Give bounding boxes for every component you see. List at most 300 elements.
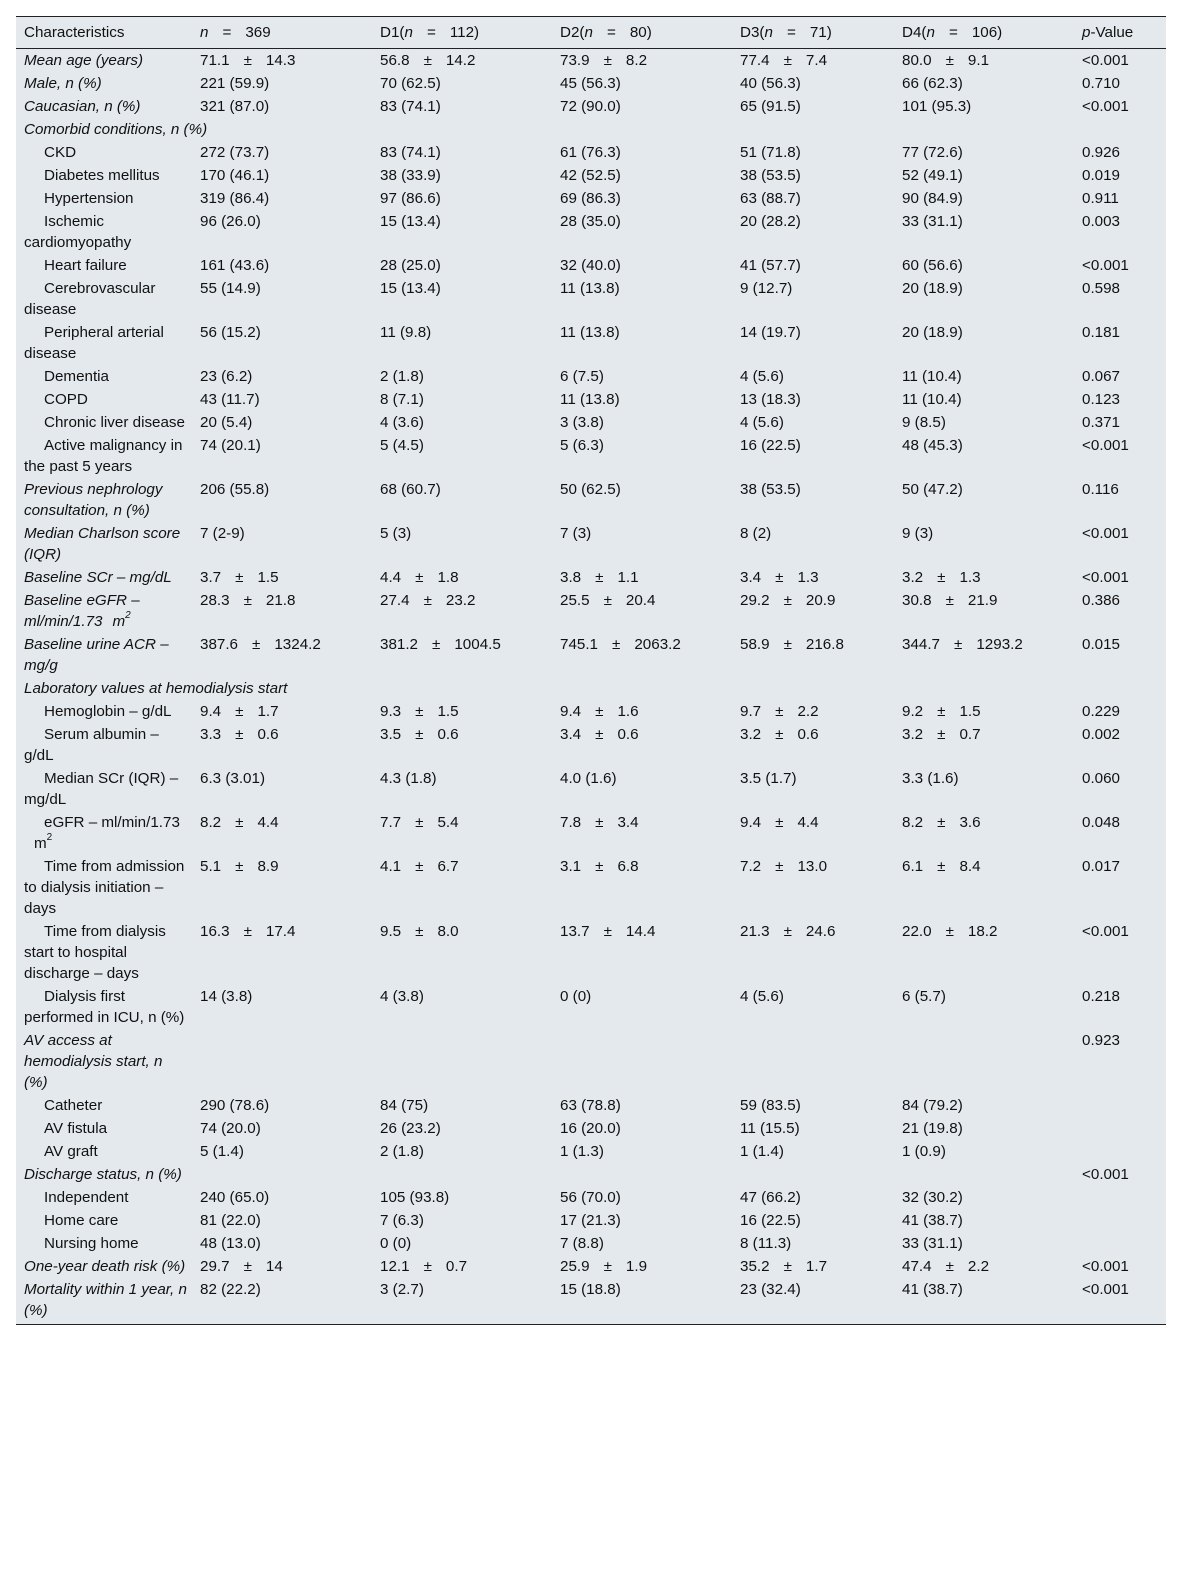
table-cell: 3.1 ± 6.8 bbox=[560, 858, 639, 875]
table-cell: 90 (84.9) bbox=[902, 190, 963, 207]
table-cell: 4 (3.6) bbox=[380, 414, 424, 431]
table-cell: 56 (15.2) bbox=[200, 324, 261, 341]
table-row bbox=[16, 164, 1166, 187]
table-cell: 170 (46.1) bbox=[200, 167, 270, 184]
table-cell: 9.5 ± 8.0 bbox=[380, 923, 459, 940]
table-cell: 4 (5.6) bbox=[740, 414, 784, 431]
row-label: Hypertension bbox=[44, 190, 134, 207]
header-total: n = 369 bbox=[200, 24, 271, 41]
table-cell: 70 (62.5) bbox=[380, 75, 441, 92]
table-row bbox=[16, 767, 1166, 811]
table-cell: 13 (18.3) bbox=[740, 391, 801, 408]
p-value-cell: <0.001 bbox=[1082, 437, 1129, 454]
table-cell: 77 (72.6) bbox=[902, 144, 963, 161]
row-label: Baseline SCr – mg/dL bbox=[24, 569, 172, 586]
table-row bbox=[16, 522, 1166, 566]
table-cell: 101 (95.3) bbox=[902, 98, 972, 115]
table-cell: 17 (21.3) bbox=[560, 1212, 621, 1229]
table-cell: 84 (79.2) bbox=[902, 1097, 963, 1114]
table-cell: 28 (25.0) bbox=[380, 257, 441, 274]
table-cell: 71.1 ± 14.3 bbox=[200, 52, 296, 69]
p-value-cell: 0.371 bbox=[1082, 414, 1121, 431]
row-label: Serum albumin – g/dL bbox=[24, 726, 159, 764]
row-label: Nursing home bbox=[44, 1235, 139, 1252]
table-cell: 32 (40.0) bbox=[560, 257, 621, 274]
table-cell: 381.2 ± 1004.5 bbox=[380, 636, 501, 653]
table-cell: 4.0 (1.6) bbox=[560, 770, 617, 787]
table-cell bbox=[732, 1029, 894, 1094]
p-value-cell: 0.598 bbox=[1082, 280, 1121, 297]
table-cell: 42 (52.5) bbox=[560, 167, 621, 184]
table-row bbox=[16, 365, 1166, 388]
table-cell: 40 (56.3) bbox=[740, 75, 801, 92]
table-cell: 29.2 ± 20.9 bbox=[740, 592, 836, 609]
table-cell: 14 (3.8) bbox=[200, 988, 253, 1005]
p-value-cell: 0.019 bbox=[1082, 167, 1121, 184]
row-label: Laboratory values at hemodialysis start bbox=[24, 680, 288, 697]
table-cell bbox=[732, 1163, 894, 1186]
table-cell: 8 (11.3) bbox=[740, 1235, 792, 1252]
p-value-cell: 0.002 bbox=[1082, 726, 1121, 743]
header-d4: D4(n = 106) bbox=[902, 24, 1003, 41]
characteristics-table-panel bbox=[16, 16, 1166, 1325]
table-cell: 82 (22.2) bbox=[200, 1281, 261, 1298]
table-cell: 7.8 ± 3.4 bbox=[560, 814, 639, 831]
table-row bbox=[16, 254, 1166, 277]
table-cell bbox=[192, 1029, 372, 1094]
table-cell: 3.3 ± 0.6 bbox=[200, 726, 279, 743]
p-value-cell: 0.017 bbox=[1082, 858, 1121, 875]
table-cell: 5 (1.4) bbox=[200, 1143, 244, 1160]
table-row bbox=[16, 187, 1166, 210]
table-row bbox=[16, 1029, 1166, 1094]
table-cell: 11 (10.4) bbox=[902, 391, 962, 408]
p-value-cell bbox=[1074, 1232, 1166, 1255]
table-cell: 240 (65.0) bbox=[200, 1189, 270, 1206]
table-cell: 8.2 ± 3.6 bbox=[902, 814, 981, 831]
table-row bbox=[16, 118, 1166, 141]
table-cell: 7 (2-9) bbox=[200, 525, 245, 542]
table-cell: 56 (70.0) bbox=[560, 1189, 621, 1206]
table-cell: 15 (18.8) bbox=[560, 1281, 621, 1298]
table-cell: 20 (18.9) bbox=[902, 324, 963, 341]
p-value-cell: <0.001 bbox=[1082, 923, 1129, 940]
p-value-cell: 0.911 bbox=[1082, 190, 1119, 207]
table-cell: 321 (87.0) bbox=[200, 98, 270, 115]
p-value-cell: 0.003 bbox=[1082, 213, 1121, 230]
table-cell: 25.9 ± 1.9 bbox=[560, 1258, 648, 1275]
p-value-cell: 0.123 bbox=[1082, 391, 1121, 408]
row-label: Median SCr (IQR) – mg/dL bbox=[24, 770, 179, 808]
table-cell: 38 (53.5) bbox=[740, 167, 801, 184]
table-cell: 11 (9.8) bbox=[380, 324, 432, 341]
table-row bbox=[16, 321, 1166, 365]
table-cell: 65 (91.5) bbox=[740, 98, 801, 115]
table-cell: 11 (15.5) bbox=[740, 1120, 800, 1137]
row-label: Mean age (years) bbox=[24, 52, 144, 69]
table-cell: 48 (13.0) bbox=[200, 1235, 261, 1252]
table-cell: 41 (57.7) bbox=[740, 257, 801, 274]
row-label: AV fistula bbox=[44, 1120, 108, 1137]
table-cell: 43 (11.7) bbox=[200, 391, 260, 408]
row-label: AV access at hemodialysis start, n (%) bbox=[24, 1032, 163, 1091]
table-row bbox=[16, 677, 1166, 700]
table-cell: 96 (26.0) bbox=[200, 213, 261, 230]
table-row bbox=[16, 72, 1166, 95]
table-row bbox=[16, 633, 1166, 677]
header-d1: D1(n = 112) bbox=[380, 24, 480, 41]
table-cell: 319 (86.4) bbox=[200, 190, 270, 207]
table-cell bbox=[552, 1029, 732, 1094]
row-label: Time from admission to dialysis initiation – days bbox=[24, 858, 185, 917]
p-value-cell: 0.710 bbox=[1082, 75, 1121, 92]
p-value-cell: 0.218 bbox=[1082, 988, 1121, 1005]
row-label: Male, n (%) bbox=[24, 75, 102, 92]
row-label: Median Charlson score (IQR) bbox=[24, 525, 181, 563]
table-cell: 32 (30.2) bbox=[902, 1189, 963, 1206]
row-label: Active malignancy in the past 5 years bbox=[24, 437, 183, 475]
table-cell: 8 (7.1) bbox=[380, 391, 424, 408]
table-row bbox=[16, 1117, 1166, 1140]
table-cell: 9.4 ± 4.4 bbox=[740, 814, 819, 831]
table-cell: 74 (20.0) bbox=[200, 1120, 261, 1137]
row-label: Catheter bbox=[44, 1097, 103, 1114]
table-row bbox=[16, 1186, 1166, 1209]
table-cell: 3 (3.8) bbox=[560, 414, 604, 431]
p-value-cell bbox=[1074, 1140, 1166, 1163]
table-row bbox=[16, 95, 1166, 118]
p-value-cell: 0.067 bbox=[1082, 368, 1121, 385]
table-row bbox=[16, 434, 1166, 478]
table-cell: 161 (43.6) bbox=[200, 257, 270, 274]
table-row bbox=[16, 811, 1166, 855]
p-value-cell: <0.001 bbox=[1082, 1281, 1129, 1298]
row-label: Baseline eGFR – ml/min/1.73 $m^2$ bbox=[24, 592, 140, 630]
table-cell: 63 (88.7) bbox=[740, 190, 801, 207]
table-cell: 23 (32.4) bbox=[740, 1281, 801, 1298]
table-cell: 20 (5.4) bbox=[200, 414, 253, 431]
p-value-cell bbox=[1074, 1117, 1166, 1140]
p-value-cell: <0.001 bbox=[1082, 98, 1129, 115]
table-row bbox=[16, 1140, 1166, 1163]
table-cell: 7 (3) bbox=[560, 525, 592, 542]
table-cell: 3.4 ± 1.3 bbox=[740, 569, 819, 586]
table-cell: 13.7 ± 14.4 bbox=[560, 923, 656, 940]
table-cell: 9 (8.5) bbox=[902, 414, 946, 431]
table-cell: 6.3 (3.01) bbox=[200, 770, 266, 787]
table-row bbox=[16, 49, 1166, 73]
table-cell: 11 (13.8) bbox=[560, 324, 620, 341]
table-cell: 12.1 ± 0.7 bbox=[380, 1258, 468, 1275]
table-cell: 56.8 ± 14.2 bbox=[380, 52, 476, 69]
row-label: Peripheral arterial disease bbox=[24, 324, 164, 362]
table-cell: 0 (0) bbox=[380, 1235, 412, 1252]
table-cell: 29.7 ± 14 bbox=[200, 1258, 283, 1275]
p-value-cell: 0.060 bbox=[1082, 770, 1121, 787]
table-cell: 97 (86.6) bbox=[380, 190, 441, 207]
table-cell: 7.7 ± 5.4 bbox=[380, 814, 459, 831]
row-label: Chronic liver disease bbox=[44, 414, 185, 431]
table-row bbox=[16, 920, 1166, 985]
table-body bbox=[16, 49, 1166, 1325]
table-row bbox=[16, 141, 1166, 164]
row-label: Independent bbox=[44, 1189, 129, 1206]
table-cell: 83 (74.1) bbox=[380, 98, 441, 115]
table-cell: 41 (38.7) bbox=[902, 1212, 963, 1229]
table-cell: 27.4 ± 23.2 bbox=[380, 592, 476, 609]
table-row bbox=[16, 277, 1166, 321]
table-cell: 25.5 ± 20.4 bbox=[560, 592, 656, 609]
header-row bbox=[16, 17, 1166, 49]
header-characteristics: Characteristics bbox=[24, 24, 125, 41]
table-cell: 55 (14.9) bbox=[200, 280, 261, 297]
p-value-cell: 0.181 bbox=[1082, 324, 1121, 341]
table-cell: 47 (66.2) bbox=[740, 1189, 801, 1206]
table-cell: 72 (90.0) bbox=[560, 98, 621, 115]
table-cell: 14 (19.7) bbox=[740, 324, 801, 341]
table-cell: 6 (7.5) bbox=[560, 368, 604, 385]
table-cell: 58.9 ± 216.8 bbox=[740, 636, 844, 653]
p-value-cell: 0.923 bbox=[1082, 1032, 1121, 1049]
table-cell bbox=[372, 1163, 552, 1186]
table-cell: 9.4 ± 1.7 bbox=[200, 703, 279, 720]
table-cell: 9.2 ± 1.5 bbox=[902, 703, 981, 720]
table-cell: 15 (13.4) bbox=[380, 280, 441, 297]
table-cell: 7 (6.3) bbox=[380, 1212, 424, 1229]
table-cell: 16.3 ± 17.4 bbox=[200, 923, 296, 940]
table-cell: 3.7 ± 1.5 bbox=[200, 569, 279, 586]
table-cell: 272 (73.7) bbox=[200, 144, 270, 161]
table-cell: 4 (5.6) bbox=[740, 988, 784, 1005]
table-cell: 3.8 ± 1.1 bbox=[560, 569, 639, 586]
table-cell: 66 (62.3) bbox=[902, 75, 963, 92]
table-row bbox=[16, 566, 1166, 589]
table-cell: 21.3 ± 24.6 bbox=[740, 923, 836, 940]
table-cell: 8.2 ± 4.4 bbox=[200, 814, 279, 831]
table-cell: 206 (55.8) bbox=[200, 481, 270, 498]
table-cell: 63 (78.8) bbox=[560, 1097, 621, 1114]
table-cell: 11 (13.8) bbox=[560, 280, 620, 297]
table-cell: 6 (5.7) bbox=[902, 988, 946, 1005]
row-label: Diabetes mellitus bbox=[44, 167, 160, 184]
table-cell bbox=[372, 1029, 552, 1094]
row-label: Ischemic cardiomyopathy bbox=[24, 213, 132, 251]
table-cell: 9 (3) bbox=[902, 525, 934, 542]
table-cell: 74 (20.1) bbox=[200, 437, 261, 454]
table-cell: 3.2 ± 1.3 bbox=[902, 569, 981, 586]
table-cell bbox=[894, 1163, 1074, 1186]
table-cell bbox=[552, 1163, 732, 1186]
table-row bbox=[16, 1163, 1166, 1186]
table-cell: 9.3 ± 1.5 bbox=[380, 703, 459, 720]
header-p-value: p-Value bbox=[1082, 24, 1134, 41]
table-cell: 5.1 ± 8.9 bbox=[200, 858, 279, 875]
table-cell: 7.2 ± 13.0 bbox=[740, 858, 828, 875]
row-label: Dialysis first performed in ICU, n (%) bbox=[24, 988, 185, 1026]
table-cell: 51 (71.8) bbox=[740, 144, 801, 161]
p-value-cell: <0.001 bbox=[1082, 1166, 1129, 1183]
table-cell: 9.7 ± 2.2 bbox=[740, 703, 819, 720]
table-cell: 33 (31.1) bbox=[902, 1235, 963, 1252]
table-cell: 50 (62.5) bbox=[560, 481, 621, 498]
table-cell: 38 (53.5) bbox=[740, 481, 801, 498]
table-cell bbox=[192, 1163, 372, 1186]
p-value-cell: <0.001 bbox=[1082, 569, 1129, 586]
row-label: Discharge status, n (%) bbox=[24, 1166, 182, 1183]
table-cell: 59 (83.5) bbox=[740, 1097, 801, 1114]
table-cell: 30.8 ± 21.9 bbox=[902, 592, 998, 609]
row-label: Home care bbox=[44, 1212, 119, 1229]
table-cell: 73.9 ± 8.2 bbox=[560, 52, 648, 69]
table-row bbox=[16, 985, 1166, 1029]
p-value-cell bbox=[1074, 1094, 1166, 1117]
table-cell: 20 (18.9) bbox=[902, 280, 963, 297]
characteristics-table bbox=[16, 16, 1166, 1325]
table-cell: 3.2 ± 0.6 bbox=[740, 726, 819, 743]
table-cell: 48 (45.3) bbox=[902, 437, 963, 454]
table-cell: 2 (1.8) bbox=[380, 368, 424, 385]
table-row bbox=[16, 478, 1166, 522]
table-cell: 60 (56.6) bbox=[902, 257, 963, 274]
table-cell: 4 (3.8) bbox=[380, 988, 424, 1005]
table-cell: 4.1 ± 6.7 bbox=[380, 858, 459, 875]
table-cell: 7 (8.8) bbox=[560, 1235, 604, 1252]
table-cell: 3.2 ± 0.7 bbox=[902, 726, 981, 743]
table-cell: 105 (93.8) bbox=[380, 1189, 450, 1206]
table-cell: 344.7 ± 1293.2 bbox=[902, 636, 1023, 653]
table-cell: 4 (5.6) bbox=[740, 368, 784, 385]
header-d3: D3(n = 71) bbox=[740, 24, 832, 41]
table-cell: 3.5 (1.7) bbox=[740, 770, 797, 787]
table-cell: 84 (75) bbox=[380, 1097, 429, 1114]
table-cell: 16 (22.5) bbox=[740, 1212, 801, 1229]
table-cell: 20 (28.2) bbox=[740, 213, 801, 230]
row-label: One-year death risk (%) bbox=[24, 1258, 186, 1275]
table-row bbox=[16, 1278, 1166, 1325]
table-cell: 50 (47.2) bbox=[902, 481, 963, 498]
table-cell: 387.6 ± 1324.2 bbox=[200, 636, 321, 653]
table-cell: 1 (1.4) bbox=[740, 1143, 784, 1160]
table-cell: 290 (78.6) bbox=[200, 1097, 270, 1114]
p-value-cell: 0.926 bbox=[1082, 144, 1121, 161]
table-cell: 28 (35.0) bbox=[560, 213, 621, 230]
p-value-cell: <0.001 bbox=[1082, 257, 1129, 274]
p-value-cell: <0.001 bbox=[1082, 52, 1129, 69]
row-label: Baseline urine ACR – mg/g bbox=[24, 636, 169, 674]
table-cell: 8 (2) bbox=[740, 525, 772, 542]
table-cell: 52 (49.1) bbox=[902, 167, 963, 184]
table-cell: 3.4 ± 0.6 bbox=[560, 726, 639, 743]
p-value-cell bbox=[1074, 1209, 1166, 1232]
row-label: Caucasian, n (%) bbox=[24, 98, 141, 115]
header-d2: D2(n = 80) bbox=[560, 24, 652, 41]
table-cell: 11 (13.8) bbox=[560, 391, 620, 408]
table-cell: 16 (20.0) bbox=[560, 1120, 621, 1137]
table-cell: 6.1 ± 8.4 bbox=[902, 858, 981, 875]
p-value-cell: 0.015 bbox=[1082, 636, 1121, 653]
table-cell: 38 (33.9) bbox=[380, 167, 441, 184]
table-row bbox=[16, 1094, 1166, 1117]
table-row bbox=[16, 411, 1166, 434]
table-cell: 21 (19.8) bbox=[902, 1120, 963, 1137]
table-cell: 0 (0) bbox=[560, 988, 592, 1005]
row-label: Mortality within 1 year, n (%) bbox=[24, 1281, 187, 1319]
table-cell: 69 (86.3) bbox=[560, 190, 621, 207]
table-cell: 9.4 ± 1.6 bbox=[560, 703, 639, 720]
table-cell: 9 (12.7) bbox=[740, 280, 793, 297]
row-label: Dementia bbox=[44, 368, 109, 385]
p-value-cell bbox=[1074, 1186, 1166, 1209]
table-cell: 68 (60.7) bbox=[380, 481, 441, 498]
table-cell: 45 (56.3) bbox=[560, 75, 621, 92]
row-label: AV graft bbox=[44, 1143, 98, 1160]
table-cell: 11 (10.4) bbox=[902, 368, 962, 385]
table-cell: 3 (2.7) bbox=[380, 1281, 424, 1298]
table-cell: 2 (1.8) bbox=[380, 1143, 424, 1160]
table-row bbox=[16, 1209, 1166, 1232]
table-cell: 81 (22.0) bbox=[200, 1212, 261, 1229]
table-cell: 5 (6.3) bbox=[560, 437, 604, 454]
table-cell: 3.5 ± 0.6 bbox=[380, 726, 459, 743]
row-label: Heart failure bbox=[44, 257, 127, 274]
table-row bbox=[16, 388, 1166, 411]
table-cell: 26 (23.2) bbox=[380, 1120, 441, 1137]
table-row bbox=[16, 210, 1166, 254]
table-cell: 5 (4.5) bbox=[380, 437, 424, 454]
table-cell: 61 (76.3) bbox=[560, 144, 621, 161]
table-row bbox=[16, 855, 1166, 920]
table-row bbox=[16, 1255, 1166, 1278]
table-cell: 3.3 (1.6) bbox=[902, 770, 959, 787]
row-label: eGFR – $ml/\min/1.73m^2$ bbox=[34, 814, 180, 852]
row-label: Previous nephrology consultation, n (%) bbox=[24, 481, 163, 519]
table-cell: 22.0 ± 18.2 bbox=[902, 923, 998, 940]
p-value-cell: <0.001 bbox=[1082, 1258, 1129, 1275]
table-header bbox=[16, 17, 1166, 49]
table-cell: 16 (22.5) bbox=[740, 437, 801, 454]
p-value-cell: 0.048 bbox=[1082, 814, 1121, 831]
row-label: CKD bbox=[44, 144, 77, 161]
table-cell: 5 (3) bbox=[380, 525, 412, 542]
table-cell: 1 (1.3) bbox=[560, 1143, 604, 1160]
p-value-cell: <0.001 bbox=[1082, 525, 1129, 542]
table-cell: 41 (38.7) bbox=[902, 1281, 963, 1298]
table-cell: 4.4 ± 1.8 bbox=[380, 569, 459, 586]
table-cell: 745.1 ± 2063.2 bbox=[560, 636, 681, 653]
table-row bbox=[16, 700, 1166, 723]
table-row bbox=[16, 1232, 1166, 1255]
table-cell: 77.4 ± 7.4 bbox=[740, 52, 828, 69]
p-value-cell: 0.229 bbox=[1082, 703, 1121, 720]
table-cell: 83 (74.1) bbox=[380, 144, 441, 161]
table-cell: 221 (59.9) bbox=[200, 75, 270, 92]
table-cell: 33 (31.1) bbox=[902, 213, 963, 230]
table-cell: 1 (0.9) bbox=[902, 1143, 946, 1160]
row-label: Time from dialysis start to hospital discharge – days bbox=[24, 923, 166, 982]
table-row bbox=[16, 589, 1166, 633]
p-value-cell: 0.116 bbox=[1082, 481, 1119, 498]
row-label: Cerebrovascular disease bbox=[24, 280, 156, 318]
row-label: Hemoglobin – g/dL bbox=[44, 703, 172, 720]
table-cell bbox=[894, 1029, 1074, 1094]
table-cell: 47.4 ± 2.2 bbox=[902, 1258, 990, 1275]
table-cell: 80.0 ± 9.1 bbox=[902, 52, 990, 69]
row-label: Comorbid conditions, n (%) bbox=[24, 121, 208, 138]
table-cell: 4.3 (1.8) bbox=[380, 770, 437, 787]
table-cell: 15 (13.4) bbox=[380, 213, 441, 230]
row-label: COPD bbox=[44, 391, 88, 408]
table-cell: 23 (6.2) bbox=[200, 368, 253, 385]
